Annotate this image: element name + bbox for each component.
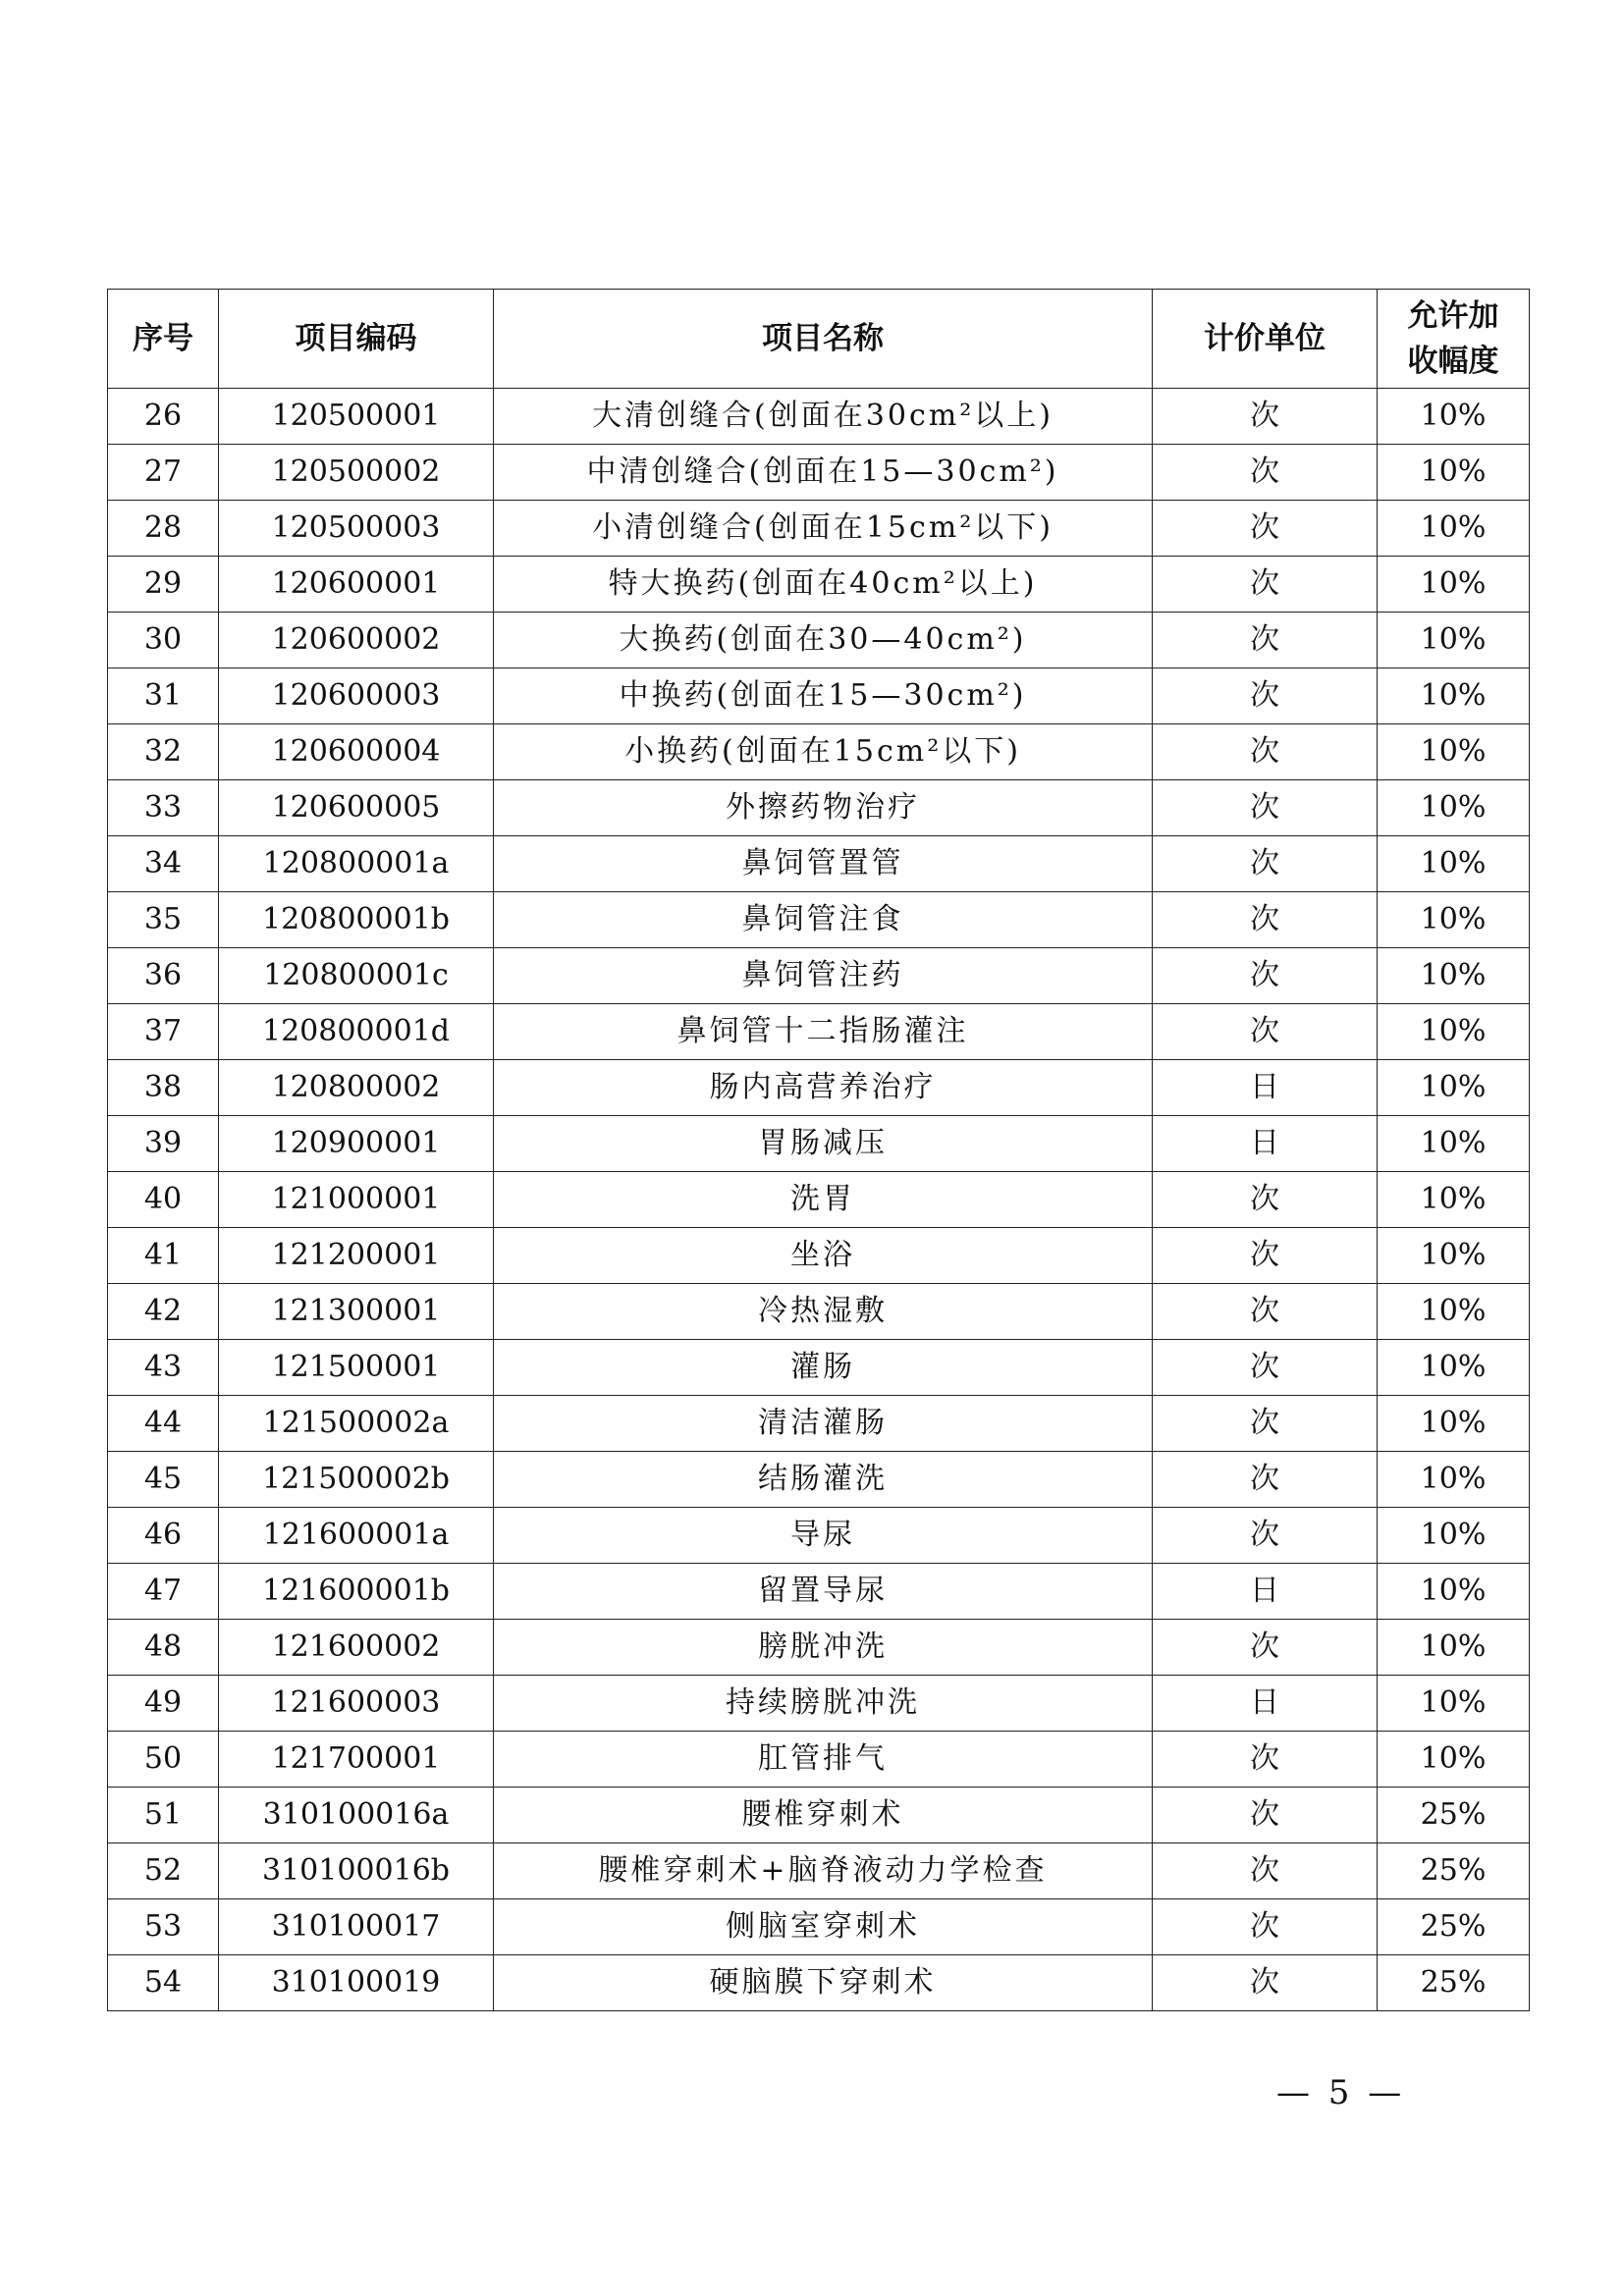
cell-unit: 次 (1153, 1955, 1378, 2011)
cell-serial: 47 (108, 1564, 219, 1620)
cell-serial: 53 (108, 1899, 219, 1955)
cell-unit: 次 (1153, 948, 1378, 1004)
table-body (108, 389, 1530, 2011)
cell-code: 120500002 (219, 445, 494, 501)
cell-name: 特大换药(创面在40cm²以上) (494, 557, 1153, 613)
table-row (108, 1452, 1530, 1508)
cell-unit: 次 (1153, 1284, 1378, 1340)
cell-surcharge: 10% (1378, 445, 1530, 501)
table-header-row (108, 290, 1530, 389)
cell-code: 120800001b (219, 892, 494, 948)
cell-surcharge: 10% (1378, 1620, 1530, 1676)
cell-name: 硬脑膜下穿刺术 (494, 1955, 1153, 2011)
cell-surcharge: 10% (1378, 892, 1530, 948)
table-row (108, 1004, 1530, 1060)
table-row (108, 668, 1530, 724)
table-row (108, 1732, 1530, 1788)
cell-unit: 次 (1153, 1899, 1378, 1955)
cell-surcharge: 25% (1378, 1788, 1530, 1843)
cell-name: 清洁灌肠 (494, 1396, 1153, 1452)
cell-name: 小换药(创面在15cm²以下) (494, 724, 1153, 780)
cell-name: 鼻饲管注药 (494, 948, 1153, 1004)
cell-name: 洗胃 (494, 1172, 1153, 1228)
header-serial: 序号 (108, 290, 219, 389)
cell-serial: 44 (108, 1396, 219, 1452)
cell-serial: 33 (108, 780, 219, 836)
cell-name: 留置导尿 (494, 1564, 1153, 1620)
cell-code: 121600002 (219, 1620, 494, 1676)
cell-unit: 次 (1153, 1228, 1378, 1284)
cell-unit: 日 (1153, 1676, 1378, 1732)
table-row (108, 1899, 1530, 1955)
table-row (108, 892, 1530, 948)
cell-surcharge: 10% (1378, 1284, 1530, 1340)
cell-serial: 30 (108, 613, 219, 668)
table-row (108, 1172, 1530, 1228)
table-row (108, 557, 1530, 613)
cell-code: 121700001 (219, 1732, 494, 1788)
cell-serial: 26 (108, 389, 219, 445)
cell-code: 121200001 (219, 1228, 494, 1284)
cell-name: 结肠灌洗 (494, 1452, 1153, 1508)
cell-serial: 31 (108, 668, 219, 724)
cell-serial: 43 (108, 1340, 219, 1396)
table-row (108, 389, 1530, 445)
cell-name: 持续膀胱冲洗 (494, 1676, 1153, 1732)
cell-serial: 37 (108, 1004, 219, 1060)
cell-surcharge: 10% (1378, 1676, 1530, 1732)
cell-code: 310100016a (219, 1788, 494, 1843)
cell-serial: 48 (108, 1620, 219, 1676)
cell-surcharge: 25% (1378, 1843, 1530, 1899)
cell-name: 鼻饲管十二指肠灌注 (494, 1004, 1153, 1060)
cell-code: 310100016b (219, 1843, 494, 1899)
cell-code: 120800001c (219, 948, 494, 1004)
cell-name: 外擦药物治疗 (494, 780, 1153, 836)
table-row (108, 501, 1530, 557)
cell-surcharge: 10% (1378, 1228, 1530, 1284)
cell-code: 120800002 (219, 1060, 494, 1116)
table-row (108, 1228, 1530, 1284)
table-row (108, 1060, 1530, 1116)
cell-code: 121600001a (219, 1508, 494, 1564)
cell-surcharge: 10% (1378, 1396, 1530, 1452)
table-row (108, 1396, 1530, 1452)
cell-surcharge: 10% (1378, 1172, 1530, 1228)
cell-unit: 次 (1153, 780, 1378, 836)
cell-serial: 41 (108, 1228, 219, 1284)
cell-code: 121300001 (219, 1284, 494, 1340)
cell-serial: 40 (108, 1172, 219, 1228)
cell-name: 小清创缝合(创面在15cm²以下) (494, 501, 1153, 557)
cell-surcharge: 10% (1378, 780, 1530, 836)
cell-name: 胃肠减压 (494, 1116, 1153, 1172)
table-row (108, 1340, 1530, 1396)
cell-code: 310100019 (219, 1955, 494, 2011)
cell-code: 121500001 (219, 1340, 494, 1396)
cell-surcharge: 10% (1378, 501, 1530, 557)
table-row (108, 1676, 1530, 1732)
table-row (108, 948, 1530, 1004)
cell-serial: 35 (108, 892, 219, 948)
cell-name: 灌肠 (494, 1340, 1153, 1396)
cell-serial: 45 (108, 1452, 219, 1508)
cell-name: 中清创缝合(创面在15—30cm²) (494, 445, 1153, 501)
cell-surcharge: 25% (1378, 1899, 1530, 1955)
table-row (108, 1508, 1530, 1564)
cell-unit: 次 (1153, 668, 1378, 724)
cell-serial: 51 (108, 1788, 219, 1843)
cell-name: 坐浴 (494, 1228, 1153, 1284)
cell-name: 膀胱冲洗 (494, 1620, 1153, 1676)
cell-code: 121500002a (219, 1396, 494, 1452)
cell-name: 冷热湿敷 (494, 1284, 1153, 1340)
cell-code: 310100017 (219, 1899, 494, 1955)
cell-surcharge: 10% (1378, 557, 1530, 613)
cell-name: 腰椎穿刺术 (494, 1788, 1153, 1843)
table-row (108, 1284, 1530, 1340)
cell-surcharge: 10% (1378, 1452, 1530, 1508)
cell-name: 中换药(创面在15—30cm²) (494, 668, 1153, 724)
cell-code: 120900001 (219, 1116, 494, 1172)
cell-unit: 次 (1153, 1843, 1378, 1899)
page-number: — 5 — (1276, 2073, 1406, 2112)
cell-code: 120800001a (219, 836, 494, 892)
cell-unit: 次 (1153, 892, 1378, 948)
cell-surcharge: 10% (1378, 724, 1530, 780)
cell-unit: 次 (1153, 1172, 1378, 1228)
table-row (108, 1843, 1530, 1899)
cell-unit: 次 (1153, 836, 1378, 892)
cell-serial: 49 (108, 1676, 219, 1732)
cell-name: 鼻饲管注食 (494, 892, 1153, 948)
table-row (108, 445, 1530, 501)
cell-code: 120600005 (219, 780, 494, 836)
cell-name: 腰椎穿刺术+脑脊液动力学检查 (494, 1843, 1153, 1899)
cell-serial: 42 (108, 1284, 219, 1340)
cell-unit: 次 (1153, 1452, 1378, 1508)
cell-code: 120800001d (219, 1004, 494, 1060)
cell-surcharge: 10% (1378, 1060, 1530, 1116)
cell-serial: 50 (108, 1732, 219, 1788)
cell-code: 121600003 (219, 1676, 494, 1732)
header-unit: 计价单位 (1153, 290, 1378, 389)
cell-surcharge: 10% (1378, 1508, 1530, 1564)
cell-serial: 34 (108, 836, 219, 892)
cell-surcharge: 25% (1378, 1955, 1530, 2011)
header-surcharge: 允许加收幅度 (1378, 290, 1530, 389)
cell-surcharge: 10% (1378, 389, 1530, 445)
cell-serial: 28 (108, 501, 219, 557)
cell-serial: 36 (108, 948, 219, 1004)
cell-surcharge: 10% (1378, 1116, 1530, 1172)
cell-code: 120500001 (219, 389, 494, 445)
cell-serial: 52 (108, 1843, 219, 1899)
cell-code: 120600003 (219, 668, 494, 724)
cell-unit: 次 (1153, 445, 1378, 501)
cell-unit: 次 (1153, 1788, 1378, 1843)
cell-unit: 日 (1153, 1060, 1378, 1116)
cell-unit: 次 (1153, 501, 1378, 557)
cell-unit: 日 (1153, 1564, 1378, 1620)
cell-name: 大换药(创面在30—40cm²) (494, 613, 1153, 668)
table-row (108, 613, 1530, 668)
table-row (108, 1116, 1530, 1172)
table-row (108, 1788, 1530, 1843)
cell-surcharge: 10% (1378, 613, 1530, 668)
cell-name: 大清创缝合(创面在30cm²以上) (494, 389, 1153, 445)
cell-serial: 46 (108, 1508, 219, 1564)
cell-code: 121000001 (219, 1172, 494, 1228)
cell-surcharge: 10% (1378, 668, 1530, 724)
cell-unit: 日 (1153, 1116, 1378, 1172)
cell-name: 肛管排气 (494, 1732, 1153, 1788)
cell-serial: 54 (108, 1955, 219, 2011)
cell-unit: 次 (1153, 613, 1378, 668)
cell-name: 肠内高营养治疗 (494, 1060, 1153, 1116)
cell-surcharge: 10% (1378, 1732, 1530, 1788)
cell-code: 120600002 (219, 613, 494, 668)
cell-unit: 次 (1153, 1396, 1378, 1452)
cell-name: 鼻饲管置管 (494, 836, 1153, 892)
cell-unit: 次 (1153, 1732, 1378, 1788)
cell-unit: 次 (1153, 1508, 1378, 1564)
cell-surcharge: 10% (1378, 1340, 1530, 1396)
cell-unit: 次 (1153, 1004, 1378, 1060)
header-name: 项目名称 (494, 290, 1153, 389)
cell-serial: 39 (108, 1116, 219, 1172)
table-row (108, 1564, 1530, 1620)
table-row (108, 724, 1530, 780)
price-table (107, 289, 1530, 2011)
table-row (108, 1620, 1530, 1676)
cell-unit: 次 (1153, 389, 1378, 445)
table-row (108, 780, 1530, 836)
cell-unit: 次 (1153, 1620, 1378, 1676)
cell-serial: 29 (108, 557, 219, 613)
cell-code: 120600004 (219, 724, 494, 780)
table-row (108, 836, 1530, 892)
cell-unit: 次 (1153, 1340, 1378, 1396)
cell-unit: 次 (1153, 557, 1378, 613)
cell-surcharge: 10% (1378, 948, 1530, 1004)
cell-surcharge: 10% (1378, 1564, 1530, 1620)
cell-code: 121600001b (219, 1564, 494, 1620)
cell-code: 120500003 (219, 501, 494, 557)
cell-serial: 27 (108, 445, 219, 501)
cell-serial: 32 (108, 724, 219, 780)
cell-name: 侧脑室穿刺术 (494, 1899, 1153, 1955)
table-row (108, 1955, 1530, 2011)
cell-code: 121500002b (219, 1452, 494, 1508)
cell-code: 120600001 (219, 557, 494, 613)
cell-unit: 次 (1153, 724, 1378, 780)
cell-surcharge: 10% (1378, 1004, 1530, 1060)
header-code: 项目编码 (219, 290, 494, 389)
cell-name: 导尿 (494, 1508, 1153, 1564)
cell-surcharge: 10% (1378, 836, 1530, 892)
cell-serial: 38 (108, 1060, 219, 1116)
